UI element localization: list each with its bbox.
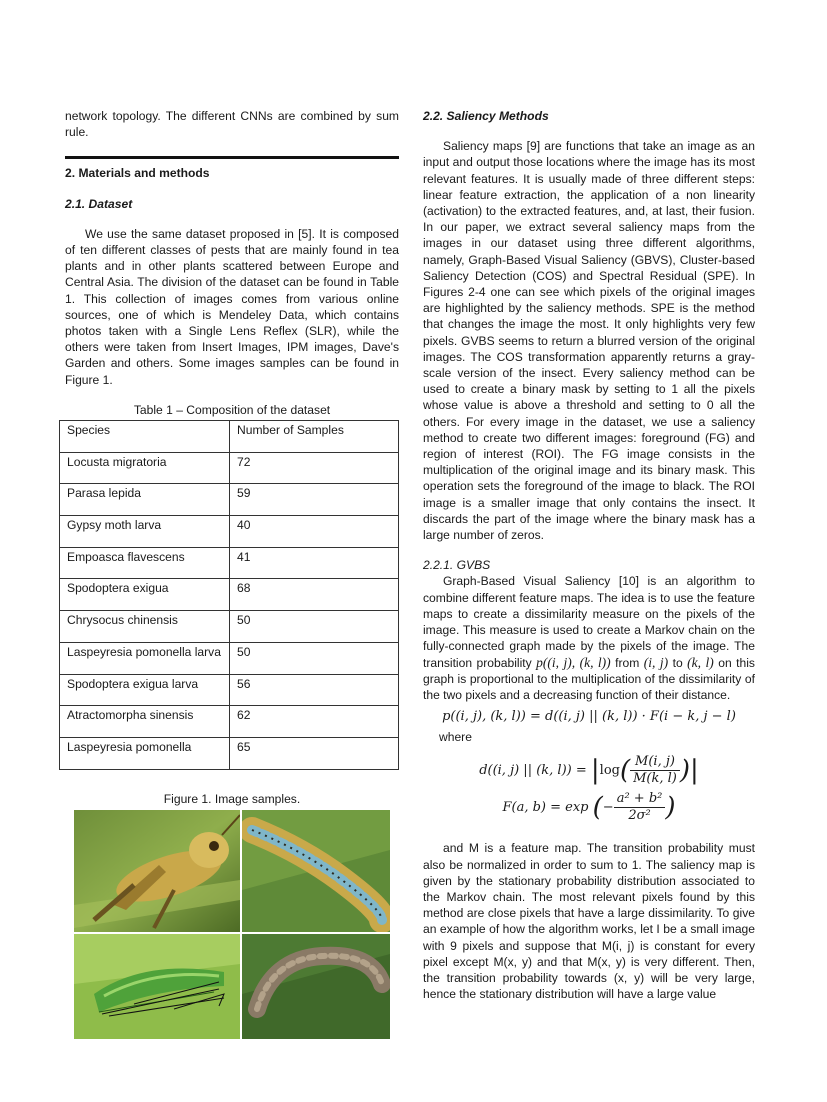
dataset-heading: 2.1. Dataset	[65, 196, 133, 211]
minus-sign: −	[602, 800, 614, 816]
table-cell: 41	[230, 547, 399, 579]
table-row	[60, 642, 399, 674]
table-cell: Empoasca flavescens	[60, 547, 230, 579]
gvbs-text-4: on this graph is proportional to the multiplication of the dissimilarity of the two pixels and a decreasing function of their distance.	[423, 655, 755, 702]
math-transition-prob: p((i, j), (k, l))	[536, 654, 611, 670]
table-cell: Laspeyresia pomonella larva	[60, 642, 230, 674]
table-row	[60, 547, 399, 579]
table-row	[60, 452, 399, 484]
equation-3	[423, 791, 755, 824]
leafhopper-photo	[74, 934, 240, 1039]
table-cell: 59	[230, 484, 399, 516]
table-row	[60, 579, 399, 611]
caterpillar-photo	[242, 810, 390, 932]
table-cell: 50	[230, 642, 399, 674]
table-cell: Chrysocus chinensis	[60, 611, 230, 643]
left-column	[65, 108, 399, 1039]
gvbs-paragraph	[423, 573, 755, 703]
table-row	[60, 484, 399, 516]
table-row	[60, 516, 399, 548]
table-cell: Spodoptera exigua larva	[60, 674, 230, 706]
table-cell: Spodoptera exigua	[60, 579, 230, 611]
larva-photo	[242, 934, 390, 1039]
table-cell: Laspeyresia pomonella	[60, 737, 230, 769]
eq2-denominator: M(k, l)	[633, 770, 677, 786]
table-row	[60, 674, 399, 706]
table-cell: Parasa lepida	[60, 484, 230, 516]
intro-text: network topology. The different CNNs are combined by sum rule.	[65, 109, 399, 140]
section-rule	[65, 156, 399, 159]
table-header-row	[60, 421, 399, 453]
table-cell: Atractomorpha sinensis	[60, 706, 230, 738]
grasshopper-photo	[74, 810, 240, 932]
figure-caption: Figure 1. Image samples.	[163, 791, 301, 806]
math-pixel-kl: (k, l)	[687, 654, 714, 670]
eq2-lhs: d((i, j) || (k, l)) =	[479, 762, 587, 778]
eq3-fraction	[614, 791, 666, 824]
figure-image-samples	[74, 810, 390, 1039]
eq2-log: log	[599, 762, 620, 778]
dataset-paragraph: We use the same dataset proposed in [5]. It is composed of ten different classes of pests that are mainly found in tea plants and in other plants scattered between Europe and Central Asia. The division of the dataset can be found in Table 1. This collection of images comes from various online sources, one of which is Mendeley Data, which contains photos taken with a Single Lens Reflex (SLR), while the others were taken from Insert Images, IPM images, Dave's Garden and others. Some images samples can be found in Figure 1.	[65, 226, 399, 387]
abs-bar-left: |	[590, 755, 600, 786]
table-row	[60, 611, 399, 643]
right-column	[423, 108, 755, 1002]
eq2-fraction	[630, 754, 680, 787]
table-cell: Gypsy moth larva	[60, 516, 230, 548]
saliency-heading: 2.2. Saliency Methods	[423, 109, 549, 123]
table-header-species: Species	[60, 421, 230, 453]
gvbs-text-2: from	[615, 655, 640, 670]
paren-right: )	[679, 755, 691, 786]
gvbs-text-3: to	[672, 655, 683, 670]
table-cell: 72	[230, 452, 399, 484]
table-cell: 50	[230, 611, 399, 643]
abs-bar-right: |	[690, 755, 699, 786]
table-header-count: Number of Samples	[230, 421, 399, 453]
math-pixel-ij: (i, j)	[643, 654, 669, 670]
equation-2	[423, 754, 755, 787]
final-paragraph: and M is a feature map. The transition probability must also be normalized in order to sum to 1. The saliency map is given by the stationary probability distribution associated to the Markov chain. The most relevant pixels found by this method are close pixels that have a large dissimilarity. To give an example of how the algorithm works, let I be a small image with 9 pixels and suppose that M(i, j) is constant for every pixel except M(x, y) and that M(x, y) is very different. Then, the transition probability towards (x, y) will be very large, hence the stationary distribution will have a large value	[423, 841, 755, 1002]
paren-left: (	[619, 755, 631, 786]
gvbs-text-1: Graph-Based Visual Saliency [10] is an algorithm to combine different feature maps. The idea is to use the feature maps to create a dissimilarity measure on the pixels of the image. This measure is used to create a Markov chain on the fully-connected graph made by the pixels of the image. The transition probability	[423, 574, 755, 670]
eq3-lhs: F(a, b) = exp	[502, 800, 589, 816]
eq2-numerator: M(i, j)	[630, 754, 680, 771]
table-cell: 65	[230, 737, 399, 769]
eq3-denominator: 2σ²	[628, 808, 651, 824]
table-row	[60, 706, 399, 738]
dataset-table	[59, 420, 399, 770]
table-cell: 68	[230, 579, 399, 611]
equation-1: p((i, j), (k, l)) = d((i, j) || (k, l)) · F(i − k, j − l)	[442, 709, 736, 725]
table-caption: Table 1 – Composition of the dataset	[133, 402, 331, 417]
table-cell: 56	[230, 674, 399, 706]
paren-right: )	[665, 792, 676, 823]
table-row	[60, 737, 399, 769]
table-cell: Locusta migratoria	[60, 452, 230, 484]
section-heading: 2. Materials and methods	[65, 166, 210, 181]
saliency-paragraph: Saliency maps [9] are functions that take an image as an input and output those locations where the image has its most relevant features. It is usually made of three different steps: linear feature extraction, the application of a non linearity (activation) to the extracted features, and, at last, their fusion. In our paper, we extract several saliency maps from the images in our dataset using three different algorithms, namely, Graph-Based Visual Saliency (GBVS), Cluster-based Saliency Detection (COS) and Spectral Residual (SPE). In Figures 2-4 one can see which pixels of the original images are highlighted by the saliency methods. SPE is the method that changes the image the most. It only highlights very few pixels. GVBS seems to return a blurred version of the original images. The COS transformation apparently returns a gray-scale version of the insect. Every saliency method can be used to create a binary mask by setting to 1 all the pixels whose value is above a threshold and setting to 0 all the others. For every image in the dataset, we use a saliency method to create two different images: foreground (FG) and region of interest (ROI). The FG image consists in the multiplication of the original image and its binary mask. This operation sets the foreground of the image to black. The ROI image is a smaller image that only contains the insect. It discards the part of the image where the binary mask has a large number of zeros.	[423, 139, 755, 543]
eq3-numerator: a² + b²	[614, 791, 666, 808]
paren-left: (	[592, 792, 603, 823]
gvbs-heading: 2.2.1. GVBS	[423, 558, 491, 573]
where-label: where	[439, 730, 472, 745]
table-cell: 62	[230, 706, 399, 738]
table-cell: 40	[230, 516, 399, 548]
